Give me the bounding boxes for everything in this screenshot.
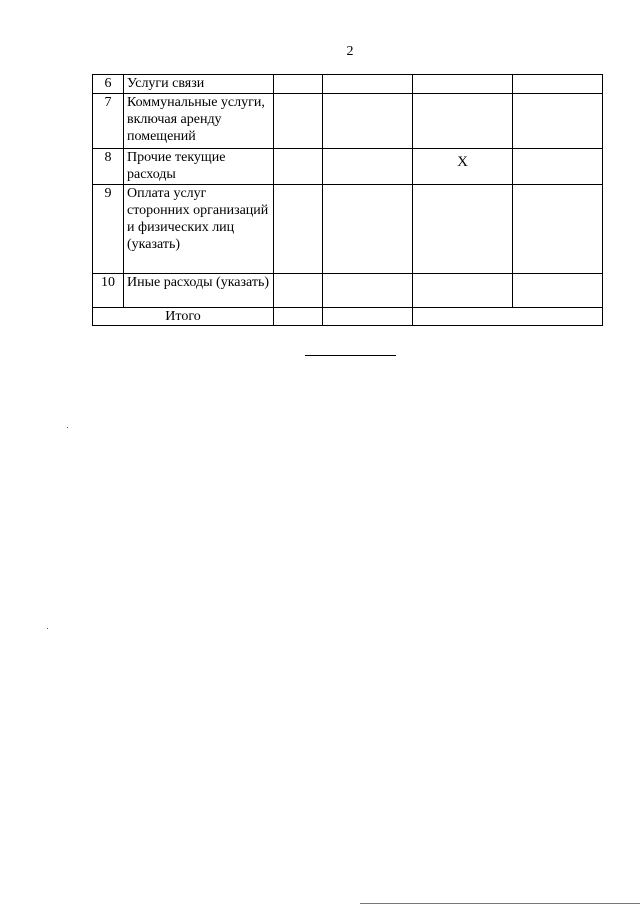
table-cell — [323, 75, 413, 94]
table-cell — [513, 149, 603, 185]
row-number: 8 — [93, 149, 124, 185]
row-number: 7 — [93, 94, 124, 149]
table-cell — [323, 308, 413, 326]
table-cell — [513, 274, 603, 308]
table-cell — [274, 94, 323, 149]
table-cell — [274, 75, 323, 94]
table-cell — [413, 185, 513, 274]
table-cell — [274, 274, 323, 308]
table-cell — [413, 94, 513, 149]
row-label: Иные расходы (указать) — [124, 274, 274, 308]
row-number: 9 — [93, 185, 124, 274]
table-cell — [274, 149, 323, 185]
table-cell — [323, 94, 413, 149]
scan-speck — [67, 427, 68, 428]
table-cell — [274, 185, 323, 274]
table-cell — [513, 75, 603, 94]
table-cell — [513, 94, 603, 149]
table-cell — [413, 274, 513, 308]
table-row — [93, 149, 603, 185]
signature-line — [305, 355, 396, 356]
scan-speck — [47, 628, 48, 629]
table-cell — [323, 149, 413, 185]
row-label: Оплата услуг сторонних организаций и физических лиц (указать) — [124, 185, 274, 274]
table-cell — [323, 274, 413, 308]
page-number: 2 — [346, 44, 354, 59]
total-row — [93, 308, 603, 326]
scan-edge — [360, 903, 640, 904]
table-cell — [323, 185, 413, 274]
table-cell — [513, 185, 603, 274]
row-label: Прочие текущие расходы — [124, 149, 274, 185]
table-row — [93, 185, 603, 274]
row-number: 10 — [93, 274, 124, 308]
table-row — [93, 274, 603, 308]
row-label: Коммунальные услуги, включая аренду помещений — [124, 94, 274, 149]
table-cell — [413, 75, 513, 94]
table-cell — [274, 308, 323, 326]
row-label: Услуги связи — [124, 75, 274, 94]
table-row — [93, 75, 603, 94]
x-mark: X — [413, 149, 513, 185]
table-cell — [413, 308, 603, 326]
row-number: 6 — [93, 75, 124, 94]
expenses-table — [92, 74, 603, 326]
table-row — [93, 94, 603, 149]
total-label: Итого — [93, 308, 274, 326]
